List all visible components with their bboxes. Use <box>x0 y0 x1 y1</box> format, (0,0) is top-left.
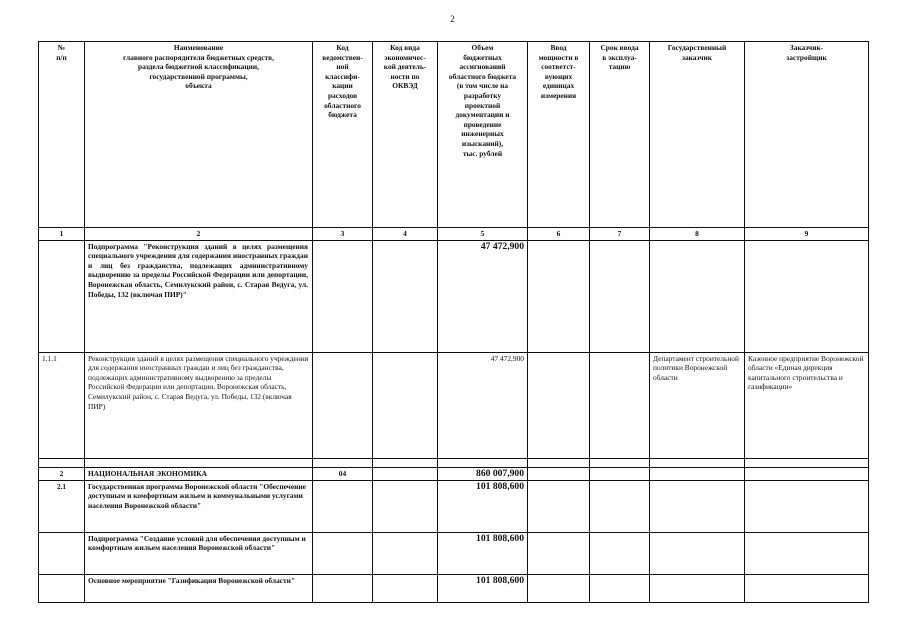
row-amount: 47 472,900 <box>438 352 528 458</box>
row-dept-code: 04 <box>313 467 373 480</box>
row-dept-code <box>313 352 373 458</box>
row-okved <box>373 467 438 480</box>
header-cell-capacity: Ввод мощности в соответст- вующих единицах измерения <box>528 42 590 228</box>
row-name: Основное мероприятие "Газификация Воронежской области" <box>85 574 313 602</box>
column-number: 2 <box>85 228 313 241</box>
header-cell-developer: Заказчик- застройщик <box>745 42 869 228</box>
table-row <box>39 240 869 352</box>
budget-table <box>38 41 869 603</box>
row-capacity <box>528 532 590 574</box>
row-capacity <box>528 480 590 532</box>
row-term <box>590 480 650 532</box>
table-row <box>39 532 869 574</box>
row-dept-code <box>313 240 373 352</box>
row-name: Подпрограмма "Создание условий для обеспечения доступным и комфортным жильем населения Воронежской области" <box>85 532 313 574</box>
header-cell-okved: Код вида экономичес- кой деятель- ности по ОКВЭД <box>373 42 438 228</box>
column-number: 4 <box>373 228 438 241</box>
column-number: 9 <box>745 228 869 241</box>
column-number: 1 <box>39 228 85 241</box>
row-okved <box>373 240 438 352</box>
table-row <box>39 574 869 602</box>
table-row <box>39 352 869 458</box>
row-developer <box>745 532 869 574</box>
header-cell-amount: Объем бюджетных ассигнований областного бюджета (в том числе на разработку проектной документации и проведение инженерных изысканий), тыс. рублей <box>438 42 528 228</box>
row-customer <box>650 467 745 480</box>
row-amount: 47 472,900 <box>438 240 528 352</box>
header-cell-dept-code: Код ведомствен- ной классифи- кации расходов областного бюджета <box>313 42 373 228</box>
column-number: 8 <box>650 228 745 241</box>
row-developer: Казенное предприятие Воронежской области «Единая дирекция капитального строительства и газификации» <box>745 352 869 458</box>
row-name: НАЦИОНАЛЬНАЯ ЭКОНОМИКА <box>85 467 313 480</box>
row-developer <box>745 467 869 480</box>
row-amount: 101 808,600 <box>438 480 528 532</box>
row-customer <box>650 532 745 574</box>
column-number: 3 <box>313 228 373 241</box>
row-customer: Департамент строительной политики Воронежской области <box>650 352 745 458</box>
header-cell-num: № п/п <box>39 42 85 228</box>
row-term <box>590 352 650 458</box>
spacer-row <box>39 458 869 467</box>
row-okved <box>373 480 438 532</box>
header-cell-name: Наименование главного распорядителя бюджетных средств, раздела бюджетной классификации, государственной программы, объекта <box>85 42 313 228</box>
row-num <box>39 532 85 574</box>
row-developer <box>745 480 869 532</box>
row-name: Государственная программа Воронежской области "Обеспечение доступным и комфортным жильем и коммунальными услугами населения Воронежской области" <box>85 480 313 532</box>
row-okved <box>373 532 438 574</box>
header-cell-term: Срок ввода в эксплуа- тацию <box>590 42 650 228</box>
table-row <box>39 467 869 480</box>
row-okved <box>373 574 438 602</box>
row-capacity <box>528 574 590 602</box>
table-row <box>39 480 869 532</box>
row-customer <box>650 574 745 602</box>
column-number: 7 <box>590 228 650 241</box>
row-okved <box>373 352 438 458</box>
row-dept-code <box>313 532 373 574</box>
row-name: Подпрограмма "Реконструкция зданий в целях размещения специального учреждения для содержания иностранных граждан и лиц без гражданства, подлежащих административному выдворению за пределы Российской Федерации или депортации, Воронежская область, Семилукский район, с. Старая Ведуга, ул. Победы, 132 (включая ПИР)" <box>85 240 313 352</box>
row-term <box>590 467 650 480</box>
row-num: 2.1 <box>39 480 85 532</box>
row-term <box>590 240 650 352</box>
column-number: 5 <box>438 228 528 241</box>
row-term <box>590 574 650 602</box>
row-num <box>39 240 85 352</box>
row-customer <box>650 480 745 532</box>
row-term <box>590 532 650 574</box>
row-amount: 101 808,600 <box>438 574 528 602</box>
row-name: Реконструкция зданий в целях размещения специального учреждения для содержания иностранных граждан и лиц без гражданства, подлежащих административному выдворению за пределы Российской Федерации или депортации, Воронежская область, Семилукский район, с. Старая Ведуга, ул. Победы, 132 (включая ПИР) <box>85 352 313 458</box>
row-dept-code <box>313 480 373 532</box>
column-number-row <box>39 228 869 241</box>
row-num: 1.1.1 <box>39 352 85 458</box>
row-dept-code <box>313 574 373 602</box>
row-capacity <box>528 352 590 458</box>
row-customer <box>650 240 745 352</box>
row-amount: 860 007,900 <box>438 467 528 480</box>
row-capacity <box>528 240 590 352</box>
header-cell-customer: Государственный заказчик <box>650 42 745 228</box>
row-num: 2 <box>39 467 85 480</box>
column-number: 6 <box>528 228 590 241</box>
row-num <box>39 574 85 602</box>
row-capacity <box>528 467 590 480</box>
page-number: 2 <box>450 14 455 24</box>
row-amount: 101 808,600 <box>438 532 528 574</box>
header-row <box>39 42 869 228</box>
row-developer <box>745 574 869 602</box>
row-developer <box>745 240 869 352</box>
